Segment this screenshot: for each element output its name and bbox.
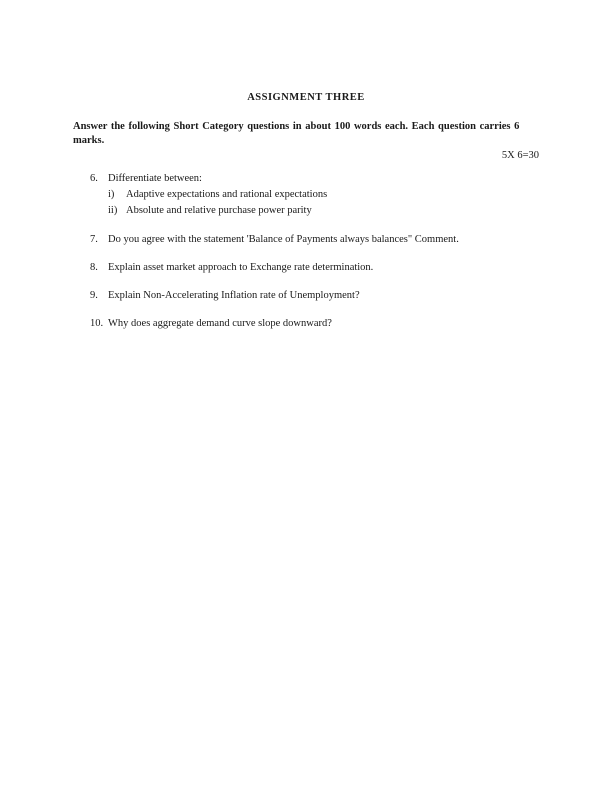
question-text: Do you agree with the statement 'Balance of Payments always balances" Comment. bbox=[108, 234, 459, 245]
question-9 bbox=[90, 288, 540, 303]
sub-question-i bbox=[108, 187, 540, 203]
question-list bbox=[90, 171, 540, 331]
sub-question-list bbox=[108, 187, 540, 219]
question-6 bbox=[90, 171, 540, 219]
sub-question-label: i) bbox=[108, 189, 115, 200]
question-number: 10. bbox=[90, 318, 104, 329]
question-text: Why does aggregate demand curve slope downward? bbox=[108, 318, 332, 329]
instructions: Answer the following Short Category questions in about 100 words each. Each question carries 6 marks. bbox=[73, 121, 520, 146]
question-number: 6. bbox=[90, 173, 98, 184]
question-7 bbox=[90, 232, 540, 247]
question-text: Differentiate between: bbox=[108, 173, 202, 184]
question-number: 9. bbox=[90, 290, 98, 301]
question-8 bbox=[90, 260, 540, 275]
marks-allocation: 5X 6=30 bbox=[501, 150, 539, 161]
question-number: 7. bbox=[90, 234, 98, 245]
question-number: 8. bbox=[90, 262, 98, 273]
sub-question-text: Adaptive expectations and rational expectations bbox=[126, 189, 328, 200]
sub-question-text: Absolute and relative purchase power parity bbox=[126, 205, 312, 216]
sub-question-ii bbox=[108, 203, 540, 219]
page-title: ASSIGNMENT THREE bbox=[247, 92, 365, 103]
sub-question-label: ii) bbox=[108, 205, 118, 216]
question-text: Explain Non-Accelerating Inflation rate of Unemployment? bbox=[108, 290, 360, 301]
question-10 bbox=[90, 316, 540, 331]
question-text: Explain asset market approach to Exchange rate determination. bbox=[108, 262, 374, 273]
